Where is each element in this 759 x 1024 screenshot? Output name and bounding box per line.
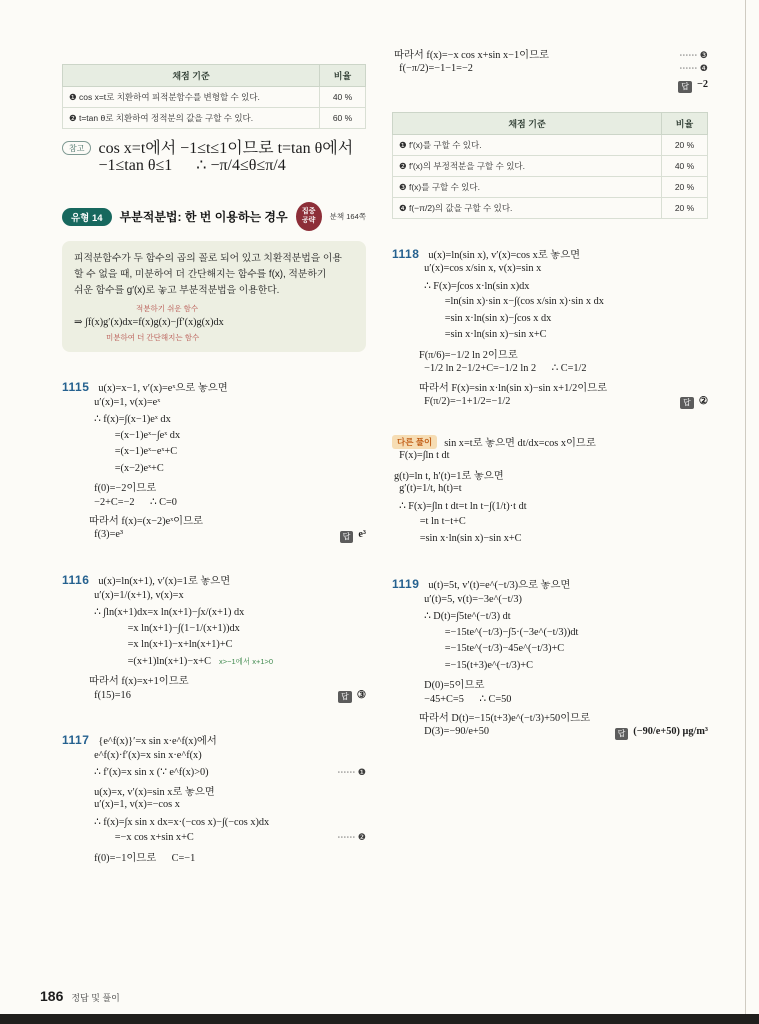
rubric-table-mid (392, 112, 708, 219)
math-text: F(π/6)=−1/2 ln 2이므로 (419, 349, 518, 361)
rubric-ratio: 60 % (320, 108, 366, 129)
solution-line (89, 672, 366, 689)
rubric-row (393, 134, 708, 155)
rubric-ratio: 20 % (662, 176, 708, 197)
math-text: u′(x)=1, v(x)=eˣ (89, 396, 161, 408)
solution-line (419, 726, 708, 743)
side-note: x>−1에서 x+1>0 (218, 656, 274, 666)
solution-line (89, 430, 366, 447)
solution-line (394, 483, 708, 500)
reference-note (62, 140, 366, 174)
alt-head (392, 434, 708, 451)
integration-by-parts-formula: ⇒ ∫f(x)g′(x)dx=f(x)g(x)−∫f′(x)g(x)dx (74, 317, 224, 329)
math-text: −2+C=−2 ∴ C=0 (89, 496, 177, 508)
type-title: 부분적분법: 한 번 이용하는 경우 (119, 210, 288, 224)
solution-line (419, 263, 708, 280)
solution-line (89, 413, 366, 430)
solution-line (89, 496, 366, 513)
answer-badge: 답 (615, 728, 629, 740)
math-text: =−15te^(−t/3)−∫5·(−3e^(−t/3))dt (419, 626, 579, 638)
math-text: =t ln t−t+C (394, 516, 466, 527)
solution-line (89, 816, 366, 833)
solution-line (419, 676, 708, 693)
type-header (62, 202, 366, 231)
math-text: 따라서 f(x)=−x cos x+sin x−1이므로 (394, 50, 549, 61)
rubric-criterion: ❷ f′(x)의 부정적분을 구할 수 있다. (393, 155, 662, 176)
solution-line: u(x)=ln(x+1), v′(x)=1로 놓으면 (98, 576, 231, 588)
rubric-row (393, 197, 708, 218)
scan-edge-line (745, 0, 746, 1024)
solution-line (394, 467, 708, 484)
answer-value: ③ (356, 689, 366, 701)
math-text: u′(t)=5, v(t)=−3e^(−t/3) (419, 593, 522, 605)
rubric-criterion: ❶ cos x=t로 치환하여 피적분함수를 변형할 수 있다. (63, 87, 320, 108)
math-text: =x ln(x+1)−∫(1−1/(x+1))dx (89, 622, 240, 634)
math-text: g(t)=ln t, h′(t)=1로 놓으면 (394, 470, 504, 482)
rubric-row (393, 155, 708, 176)
note-line: −1≤tan θ≤1 ∴ −π/4≤θ≤π/4 (98, 157, 286, 174)
answer-badge: 답 (338, 691, 352, 703)
solution-line (419, 313, 708, 330)
rubric-title: 채점 기준 (393, 112, 662, 134)
solution-line (89, 799, 366, 816)
solution-line (419, 329, 708, 346)
math-text: ∴ f(x)=∫(x−1)eˣ dx (89, 414, 171, 426)
math-text: ∴ F(x)=∫ln t dt=t ln t−∫(1/t)·t dt (394, 500, 527, 512)
math-text: F(π/2)=−1+1/2=−1/2 (419, 396, 511, 407)
math-text: =(x−2)eˣ+C (89, 462, 164, 474)
problem-1117-continued (392, 46, 708, 96)
focus-page-ref: 분책 164쪽 (329, 212, 366, 221)
math-text: =sin x·ln(sin x)−sin x+C (394, 532, 522, 544)
rubric-table-top (62, 64, 366, 129)
problem-1118 (392, 246, 708, 412)
problem-number: 1119 (392, 577, 420, 591)
math-text: −1/2 ln 2−1/2+C=−1/2 ln 2 ∴ C=1/2 (419, 363, 587, 374)
rubric-criterion: ❶ f′(x)를 구할 수 있다. (393, 134, 662, 155)
math-text: D(0)=5이므로 (419, 680, 485, 691)
rubric-row (63, 108, 366, 129)
math-text: =−x cos x+sin x+C (89, 832, 194, 844)
solution-line (419, 594, 708, 611)
focus-badge: 집중 공략 (296, 202, 322, 231)
solution-line (394, 63, 708, 80)
page-footer (40, 988, 120, 1004)
math-text: =(x+1)ln(x+1)−x+C (89, 655, 211, 667)
solution-line (394, 533, 708, 550)
solution-line (89, 656, 366, 673)
answer-value: ② (698, 396, 708, 407)
type-number-badge: 유형 14 (62, 208, 112, 226)
math-text: ∴ ∫ln(x+1)dx=x ln(x+1)−∫x/(x+1) dx (89, 607, 245, 619)
problem-number: 1118 (392, 246, 420, 261)
rubric-ratio: 20 % (662, 197, 708, 218)
annotation-easy-to-integrate: 적분하기 쉬운 함수 (136, 303, 199, 313)
math-text: ∴ f(x)=∫x sin x dx=x·(−cos x)−∫(−cos x)dx (89, 816, 270, 828)
solution-line (89, 606, 366, 623)
math-text: 따라서 f(x)=(x−2)eˣ이므로 (89, 516, 204, 528)
math-text: 따라서 D(t)=−15(t+3)e^(−t/3)+50이므로 (419, 713, 591, 724)
rubric-criterion: ❷ t=tan θ로 치환하여 정적분의 값을 구할 수 있다. (63, 108, 320, 129)
solution-line (394, 450, 708, 467)
left-column (62, 64, 366, 865)
math-text: u′(x)=1, v(x)=−cos x (89, 799, 180, 811)
math-text: =sin x·ln(sin x)−sin x+C (419, 329, 547, 340)
problem-head (392, 246, 708, 263)
alternative-solution (392, 434, 708, 550)
rubric-ratio: 40 % (320, 87, 366, 108)
solution-line (89, 783, 366, 800)
solution-line (394, 46, 708, 63)
math-text: ∴ f′(x)=x sin x (∵ e^f(x)>0) (89, 767, 209, 779)
rubric-criterion: ❸ f(x)를 구할 수 있다. (393, 176, 662, 197)
rubric-ratio-header: 비율 (662, 112, 708, 134)
solution-line (89, 397, 366, 414)
solution-line (419, 643, 708, 660)
solution-line (419, 379, 708, 396)
math-text: g′(t)=1/t, h(t)=t (394, 483, 462, 494)
solution-line (89, 750, 366, 767)
solution-line (419, 709, 708, 726)
math-text: =x ln(x+1)−x+ln(x+1)+C (89, 639, 233, 651)
problem-head (62, 732, 366, 749)
solution-line (394, 516, 708, 533)
problem-head (62, 572, 366, 589)
concept-box (62, 241, 366, 352)
solution-line (419, 693, 708, 710)
rubric-row (63, 87, 366, 108)
math-text: F(x)=∫ln t dt (394, 450, 450, 461)
answer-value: −2 (696, 79, 708, 90)
solution-line (89, 479, 366, 496)
problem-1117 (62, 732, 366, 865)
step-marker: ⋯⋯ ❸ (679, 50, 708, 60)
solution-line (89, 689, 366, 706)
step-marker: ⋯⋯ ❶ (337, 767, 366, 778)
solution-line (394, 500, 708, 517)
rubric-ratio: 20 % (662, 134, 708, 155)
concept-text-line: 피적분함수가 두 함수의 곱의 꼴로 되어 있고 치환적분법을 이용 (74, 253, 342, 264)
solution-line (89, 512, 366, 529)
math-text: =−15te^(−t/3)−45e^(−t/3)+C (419, 643, 565, 654)
math-text: 따라서 f(x)=x+1이므로 (89, 676, 189, 688)
answer-value: (−90/e+50) μg/m³ (633, 725, 708, 737)
rubric-title: 채점 기준 (63, 65, 320, 87)
math-text: =ln(sin x)·sin x−∫(cos x/sin x)·sin x dx (419, 296, 604, 307)
solution-line: u(t)=5t, v′(t)=e^(−t/3)으로 놓으면 (428, 580, 571, 591)
solution-line (419, 346, 708, 363)
solution-line: sin x=t로 놓으면 dt/dx=cos x이므로 (444, 437, 596, 449)
math-text: ∴ D(t)=∫5te^(−t/3) dt (419, 611, 511, 622)
rubric-ratio: 40 % (662, 155, 708, 176)
answer-badge: 답 (680, 397, 694, 409)
note-badge: 참고 (62, 141, 91, 155)
problem-head (392, 576, 708, 593)
problem-number: 1115 (62, 380, 90, 395)
answer-value: e³ (358, 528, 366, 540)
math-text: u′(x)=cos x/sin x, v(x)=sin x (419, 263, 542, 274)
solution-line (89, 529, 366, 546)
problem-number: 1117 (62, 733, 90, 748)
solution-line (419, 280, 708, 297)
page-footer-label: 정답 및 풀이 (71, 993, 120, 1003)
scan-bottom-bar (0, 1014, 759, 1024)
math-text: f(0)=−2이므로 (89, 483, 157, 495)
concept-text-line: 할 수 없을 때, 미분하여 더 간단해지는 함수를 f(x), 적분하기 (74, 268, 327, 280)
solution-line (89, 590, 366, 607)
solution-line (89, 446, 366, 463)
rubric-ratio-header: 비율 (320, 65, 366, 87)
problem-number: 1116 (62, 573, 90, 588)
math-text: f(15)=16 (89, 689, 131, 701)
math-text: =(x−1)eˣ−eˣ+C (89, 446, 178, 458)
solution-line (89, 832, 366, 849)
math-text: f(−π/2)=−1−1=−2 (394, 62, 473, 74)
solution-line: u(x)=ln(sin x), v′(x)=cos x로 놓으면 (428, 249, 581, 261)
solution-line (419, 627, 708, 644)
solution-line (419, 660, 708, 677)
math-text: ∴ F(x)=∫cos x·ln(sin x)dx (419, 280, 530, 292)
solution-line (89, 623, 366, 640)
step-marker: ⋯⋯ ❹ (679, 62, 708, 73)
solution-line (89, 849, 366, 866)
right-column (392, 46, 708, 742)
rubric-row (393, 176, 708, 197)
solution-line: u(x)=x−1, v′(x)=eˣ으로 놓으면 (98, 383, 228, 395)
math-text: =sin x·ln(sin x)−∫cos x dx (419, 312, 552, 324)
math-text: e^f(x)·f′(x)=x sin x·e^f(x) (89, 749, 202, 761)
problem-1115 (62, 379, 366, 545)
math-text: u′(x)=1/(x+1), v(x)=x (89, 589, 184, 601)
solution-line (89, 766, 366, 783)
step-marker: ⋯⋯ ❷ (337, 832, 366, 843)
math-text: D(3)=−90/e+50 (419, 725, 490, 737)
solution-line (419, 610, 708, 627)
problem-1116 (62, 572, 366, 705)
math-text: =(x−1)eˣ−∫eˣ dx (89, 429, 181, 441)
math-text: 따라서 F(x)=sin x·ln(sin x)−sin x+1/2이므로 (419, 382, 608, 394)
problem-head (62, 379, 366, 396)
rubric-criterion: ❹ f(−π/2)의 값을 구할 수 있다. (393, 197, 662, 218)
solution-line (419, 395, 708, 412)
note-line: cos x=t에서 −1≤t≤1이므로 t=tan θ에서 (98, 140, 354, 157)
math-text: f(0)=−1이므로 C=−1 (89, 852, 196, 864)
solution-line (89, 639, 366, 656)
rubric-header-row (63, 65, 366, 87)
note-body (98, 140, 353, 174)
answer-badge: 답 (340, 531, 354, 543)
alt-solution-badge: 다른 풀이 (392, 435, 437, 449)
solution-line: {e^f(x)}′=x sin x·e^f(x)에서 (98, 736, 217, 748)
math-text: f(3)=e³ (89, 528, 124, 540)
math-text: u(x)=x, v′(x)=sin x로 놓으면 (89, 786, 215, 798)
concept-text-line: 쉬운 함수를 g′(x)로 놓고 부분적분법을 이용한다. (74, 284, 280, 296)
solution-line (419, 296, 708, 313)
math-text: =−15(t+3)e^(−t/3)+C (419, 659, 533, 671)
solution-line (419, 362, 708, 379)
page-number: 186 (40, 988, 64, 1004)
problem-1119 (392, 576, 708, 742)
math-text: −45+C=5 ∴ C=50 (419, 693, 512, 705)
solution-line (394, 79, 708, 96)
solution-line (89, 463, 366, 480)
answer-badge: 답 (678, 81, 692, 93)
rubric-header-row (393, 112, 708, 134)
annotation-simpler-when-differentiated: 미분하여 더 간단해지는 함수 (106, 332, 200, 342)
